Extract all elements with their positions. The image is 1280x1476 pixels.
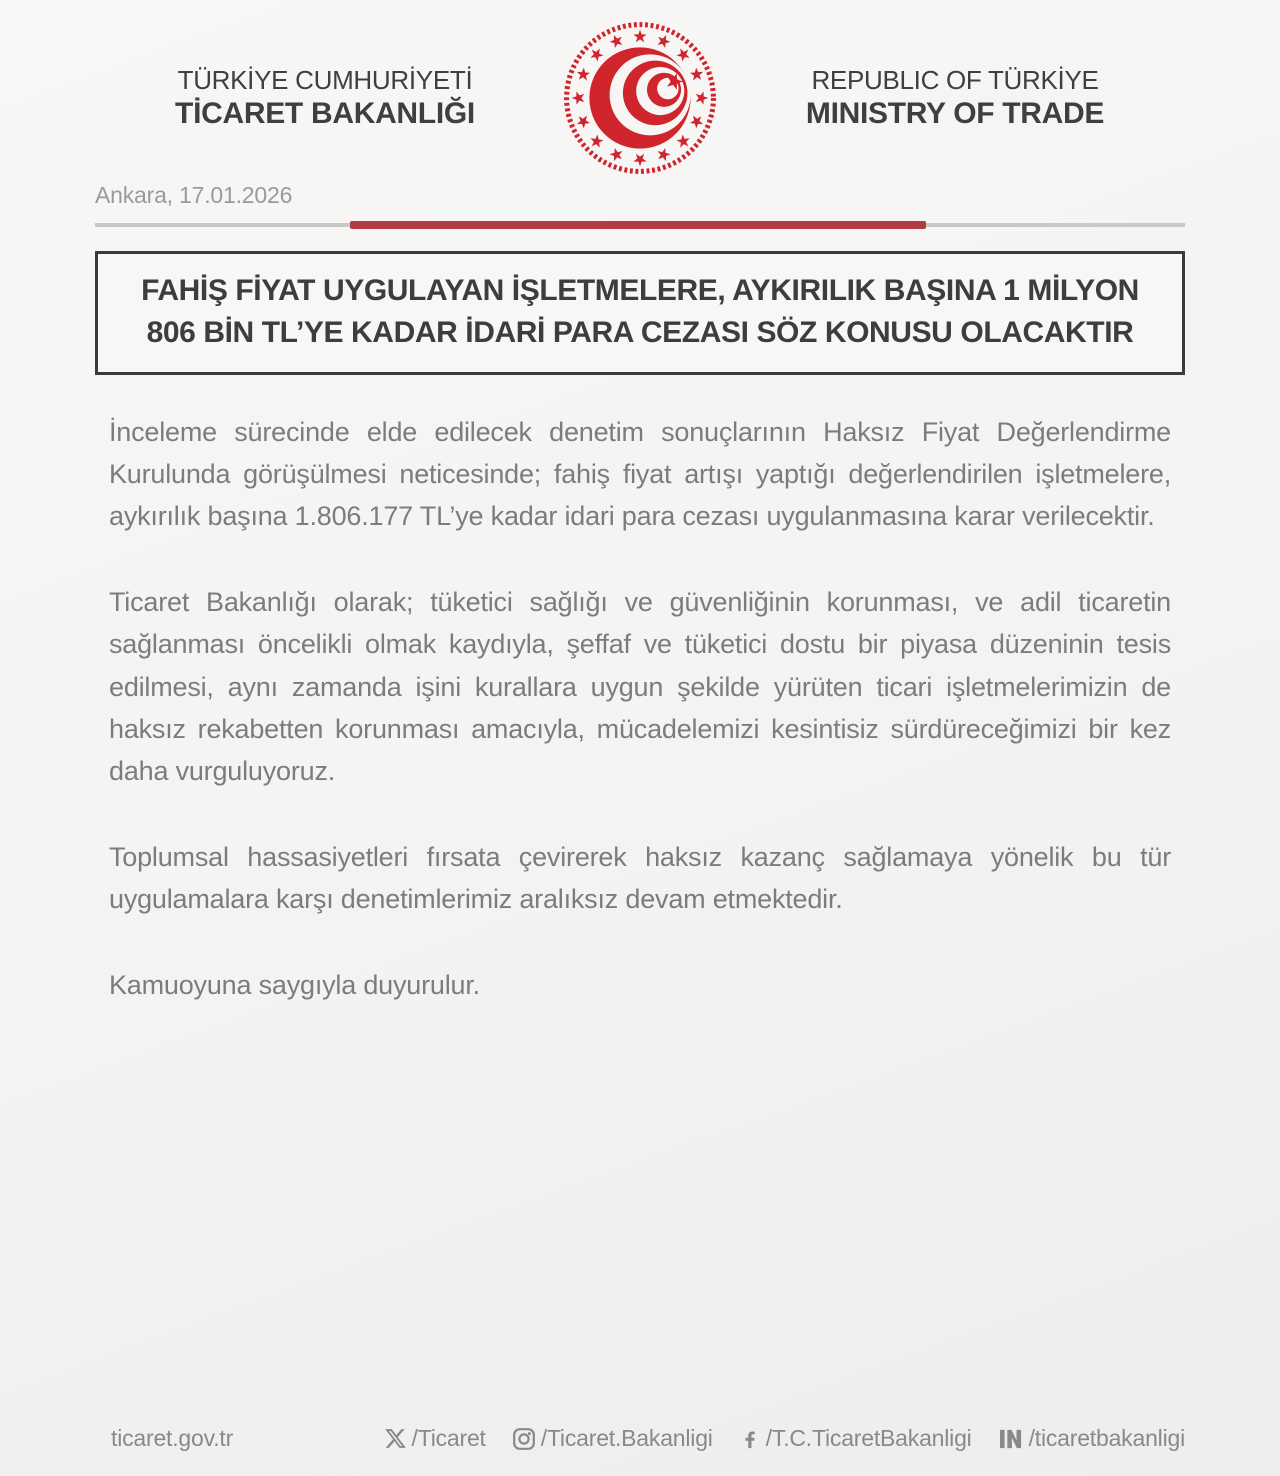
ministry-logo-icon [559,17,721,179]
social-link-x[interactable] [384,1425,486,1452]
social-handle-nsosyal: /ticaretbakanligi [1028,1425,1185,1451]
header-divider [95,221,1185,229]
ministry-name-en-line1: REPUBLIC OF TÜRKİYE [811,65,1099,95]
divider-gray-left [95,223,350,227]
headline-line2: 806 BİN TL’YE KADAR İDARİ PARA CEZASI SÖZ KONUSU OLACAKTIR [146,316,1134,349]
website-link[interactable]: ticaret.gov.tr [111,1425,234,1451]
social-links [384,1425,1185,1452]
x-icon [384,1427,407,1450]
ministry-name-turkish [95,64,555,132]
nsosyal-icon [998,1428,1024,1450]
body-paragraph-1: İnceleme sürecinde elde edilecek denetim sonuçlarının Haksız Fiyat Değerlendirme Kurulunda görüşülmesi neticesinde; fahiş fiyat artışı yaptığı değerlendirilen işletmelere, aykırılık başına 1.806.177 TL’ye kadar idari para cezası uygulanmasına karar verilecektir. [109,417,1171,532]
ministry-name-tr-line2: TİCARET BAKANLIĞI [175,97,475,130]
body-paragraph-3: Toplumsal hassasiyetleri fırsata çevirerek haksız kazanç sağlamaya yönelik bu tür uygulamalara karşı denetimlerimiz aralıksız devam etmektedir. [109,841,1171,914]
facebook-icon [739,1427,761,1451]
headline-box [95,251,1185,375]
ministry-of-trade-emblem [555,13,725,183]
dateline: Ankara, 17.01.2026 [95,182,293,208]
instagram-icon [512,1427,536,1451]
body-paragraph-4: Kamuoyuna saygıyla duyurulur. [109,970,480,1001]
footer [95,1425,1185,1452]
social-link-facebook[interactable] [739,1425,972,1452]
header [0,0,1280,180]
press-release-body [95,411,1185,1006]
social-handle-instagram: /Ticaret.Bakanligi [540,1425,713,1451]
body-paragraph-2: Ticaret Bakanlığı olarak; tüketici sağlığı ve güvenliğinin korunması, ve adil ticaretin sağlanması öncelikli olmak kaydıyla, şeffaf ve tüketici dostu bir piyasa düzeninin tesis edilmesi, aynı zamanda işini kurallara uygun şekilde yürüten ticari işletmelerimizin de haksız rekabetten korunması amacıyla, mücadelemizi kesintisiz sürdüreceğimizi bir kez daha vurguluyoruz. [109,587,1171,786]
divider-red-center [350,221,926,229]
social-handle-x: /Ticaret [411,1425,486,1451]
social-link-nsosyal[interactable] [998,1425,1185,1452]
ministry-name-en-line2: MINISTRY OF TRADE [805,97,1105,130]
social-link-instagram[interactable] [512,1425,713,1452]
ministry-name-english [725,64,1185,132]
ministry-name-tr-line1: TÜRKİYE CUMHURİYETİ [177,65,473,95]
social-handle-facebook: /T.C.TicaretBakanligi [765,1425,972,1451]
divider-gray-right [926,223,1185,227]
headline-line1: FAHİŞ FİYAT UYGULAYAN İŞLETMELERE, AYKIRILIK BAŞINA 1 MİLYON [141,274,1139,307]
